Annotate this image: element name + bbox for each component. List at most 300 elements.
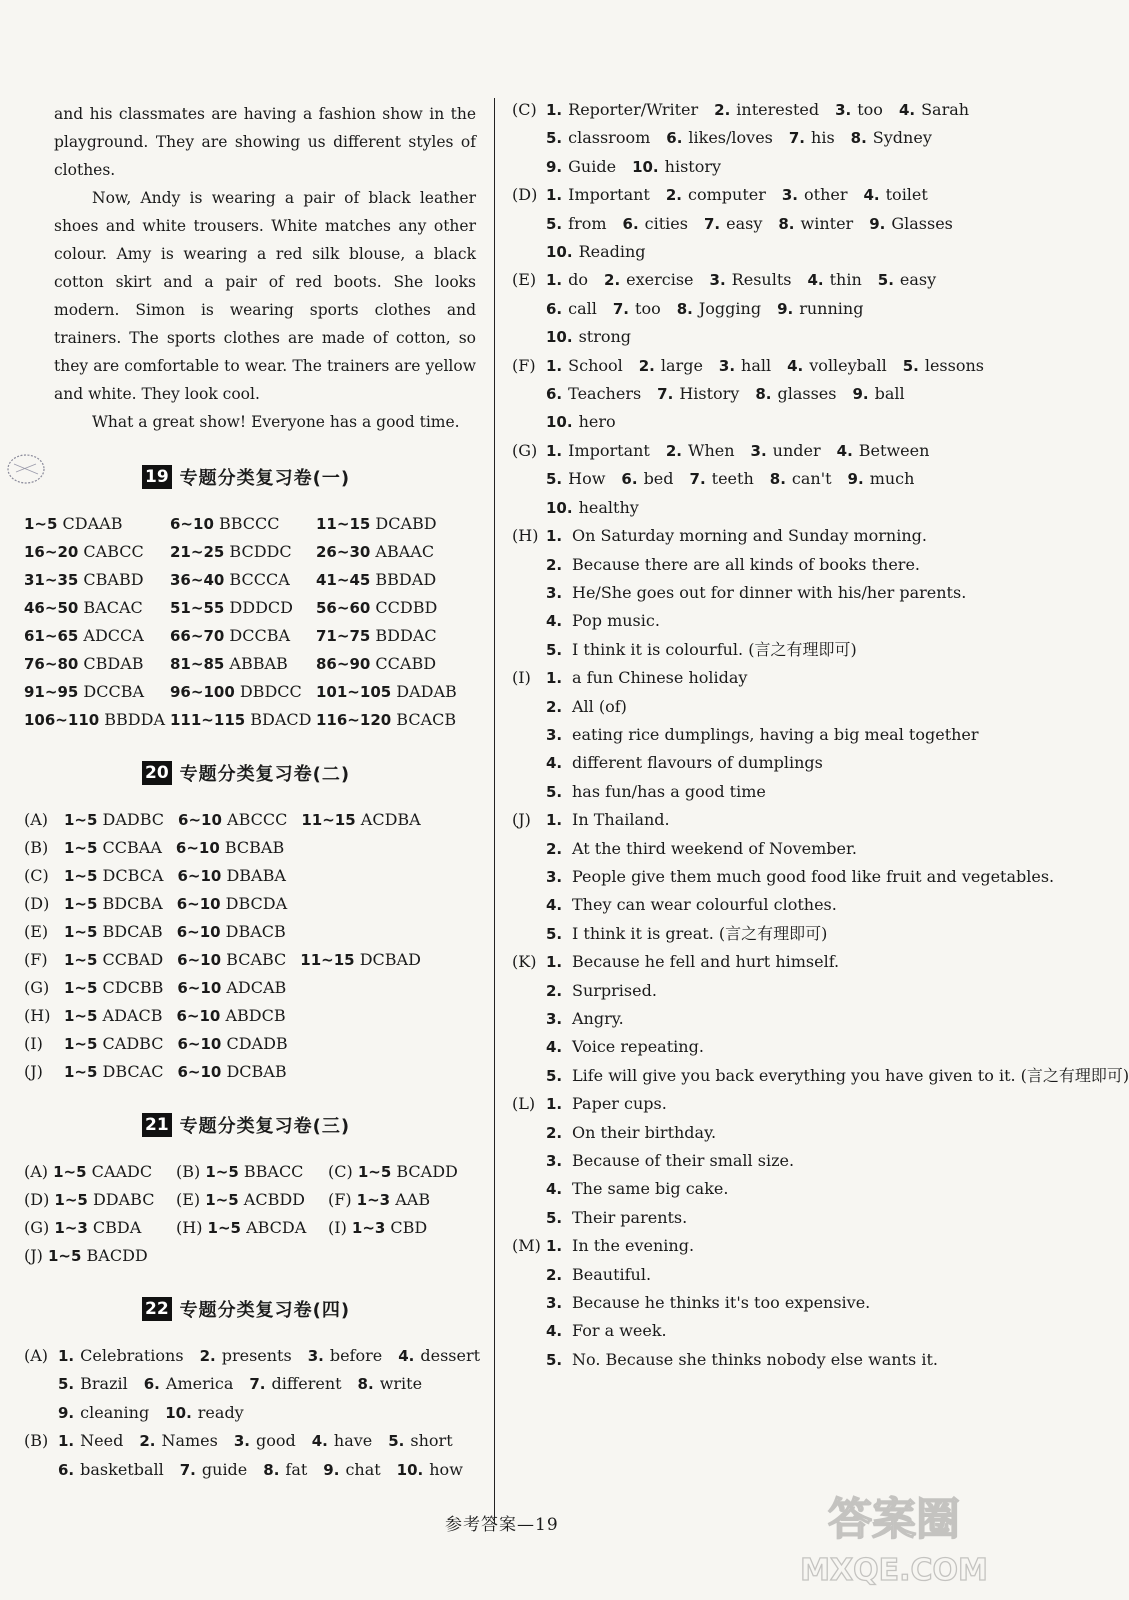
answer-number: 5. (546, 640, 563, 659)
answer-line (512, 948, 978, 976)
answer-range: 1~5 (64, 951, 98, 969)
answer-word: Glasses (891, 213, 953, 233)
answer-number: 7. (612, 299, 630, 318)
answer-line (512, 1062, 1129, 1090)
answer-line-content (546, 266, 978, 294)
answer-sentence (546, 1289, 978, 1317)
answer-word: Between (858, 440, 930, 460)
answer-item (751, 437, 821, 465)
answer-line (512, 238, 978, 266)
answer-item (58, 1342, 184, 1370)
answer-number: 2. (546, 839, 563, 858)
answer-letters: BDCAB (97, 922, 163, 941)
passage-paragraph: Now, Andy is wearing a pair of black leather shoes and white trousers. White matches any other colour. Amy is wearing a red silk blouse, a black cotton skirt and a pair of red boots. She looks modern. Simon is wearing sports clothes and trainers. The sports clothes are made of cotton, so they are comfortable to wear. The trainers are yellow and white. They look cool. (54, 189, 476, 403)
answer-range: 111~115 (170, 711, 246, 729)
answer-sentence (546, 1261, 978, 1289)
answer-number: 7. (788, 129, 806, 148)
answer-letters: BBDDA (99, 710, 166, 729)
answer-item (677, 295, 761, 323)
answer-letters: DDDCD (224, 598, 293, 617)
answer-item (546, 210, 607, 238)
answer-letters: ABDCB (220, 1006, 286, 1025)
answer-item (397, 1456, 463, 1484)
answer-line (512, 863, 1055, 891)
answer-word: dessert (420, 1346, 481, 1365)
answer-segment (301, 806, 420, 834)
answer-item (58, 1456, 164, 1484)
answer-range: 1~5 (64, 839, 98, 857)
answer-word: Celebrations (80, 1346, 184, 1365)
answer-word: different (271, 1374, 342, 1394)
answer-grid-19 (24, 510, 476, 734)
answer-number: 8. (357, 1375, 374, 1394)
answer-group-label (512, 1033, 546, 1061)
answer-line (512, 153, 978, 181)
answer-cell (170, 706, 316, 734)
answer-number: 7. (703, 214, 721, 233)
answer-letters: DADBC (97, 810, 165, 829)
answer-item (714, 96, 819, 124)
answer-text: I think it is colourful. (言之有理即可) (572, 639, 857, 659)
answer-item (308, 1342, 383, 1370)
answer-group-label (512, 721, 546, 749)
answer-letters: ADCAB (221, 978, 287, 997)
answer-line (512, 210, 978, 238)
answer-item (546, 465, 605, 493)
answer-group (512, 522, 978, 664)
answer-letters: CBDA (87, 1218, 142, 1237)
answer-group-label: (M) (512, 1236, 541, 1256)
answer-number: 4. (836, 441, 853, 460)
answer-line (512, 806, 978, 834)
answer-line-content (512, 408, 978, 436)
answer-line (512, 636, 978, 664)
answer-group (512, 1090, 978, 1232)
answer-letters: BCACB (391, 710, 457, 729)
answer-number: 9. (777, 299, 794, 318)
answer-text: different flavours of dumplings (572, 753, 823, 773)
answer-line (24, 1399, 476, 1427)
answer-word: have (333, 1431, 373, 1451)
answer-group-label (512, 1346, 546, 1374)
answer-text: Beautiful. (572, 1264, 652, 1284)
answer-number: 4. (546, 1322, 563, 1341)
answer-item (263, 1456, 307, 1484)
answer-range: 116~120 (316, 711, 392, 729)
answer-sentence (546, 1147, 978, 1175)
answer-text: In the evening. (572, 1236, 695, 1256)
answer-item (852, 380, 904, 408)
answer-letters: DCBCA (97, 866, 164, 885)
answer-item (787, 352, 887, 380)
answer-word: cities (644, 213, 688, 233)
answer-word: before (329, 1346, 383, 1365)
answer-sentence (546, 1033, 978, 1061)
answer-range: 1~3 (356, 1191, 391, 1209)
answer-number: 5. (902, 356, 919, 375)
answer-number: 2. (546, 981, 563, 1000)
answer-group-label: (G) (512, 440, 538, 460)
answer-item (777, 295, 863, 323)
answer-letters: CABCC (78, 542, 144, 561)
answer-line (512, 551, 978, 579)
answer-word: hero (578, 412, 616, 432)
answer-line (512, 664, 978, 692)
answer-line (512, 124, 978, 152)
answer-cell (24, 538, 170, 566)
answer-text: No. Because she thinks nobody else wants it. (572, 1349, 938, 1369)
answer-number: 1. (546, 186, 563, 205)
answer-number: 1. (546, 101, 563, 119)
answer-group-label (512, 1119, 546, 1147)
answer-sentence (546, 693, 978, 721)
answer-cell (316, 678, 476, 706)
answer-word: guide (201, 1459, 248, 1479)
answer-sentence (546, 1232, 978, 1260)
answer-line-content (546, 96, 985, 124)
answer-text: Because he thinks it's too expensive. (572, 1293, 871, 1313)
answer-group-label: (D) (24, 894, 50, 913)
answer-line (512, 1232, 978, 1260)
answer-number: 5. (546, 470, 563, 489)
section-heading: 专题分类复习卷(一) (179, 468, 351, 489)
answer-item (249, 1370, 341, 1398)
answer-row (24, 1030, 476, 1058)
answer-range: 1~5 (64, 1063, 98, 1081)
answer-cell (316, 538, 476, 566)
answer-number: 8. (778, 214, 795, 233)
answer-number: 4. (898, 101, 916, 119)
answer-number: 4. (546, 896, 563, 915)
answer-letters: CCABD (370, 654, 437, 673)
answer-sentence (546, 806, 978, 834)
answer-line (512, 1289, 978, 1317)
answer-number: 5. (877, 271, 894, 290)
answer-word: ready (197, 1402, 244, 1422)
answer-line (24, 1456, 476, 1484)
answer-sentence (546, 1090, 978, 1118)
answer-line (512, 1175, 978, 1203)
answer-item (807, 266, 861, 294)
answer-text: At the third weekend of November. (572, 838, 857, 858)
answer-word: toilet (885, 185, 928, 205)
answer-number: 3. (835, 101, 852, 119)
answer-letters: BBCCC (213, 514, 280, 533)
answer-group-label: (I) (328, 1218, 352, 1237)
answer-segment (177, 862, 285, 890)
answer-word: interested (736, 100, 820, 119)
section-number: 19 (142, 465, 172, 489)
answer-sentence (546, 1204, 978, 1232)
answer-group-label: (C) (24, 866, 49, 885)
answer-word: winter (800, 213, 854, 233)
answer-number: 6. (58, 1460, 75, 1479)
answer-sentence (546, 1317, 978, 1345)
answer-segment (328, 1158, 480, 1186)
answer-sentence (546, 1346, 978, 1374)
answer-range: 6~10 (176, 895, 221, 913)
answer-line-content (58, 1342, 496, 1370)
answer-item (604, 266, 694, 294)
answer-word: bed (643, 469, 674, 489)
answer-number: 6. (546, 299, 563, 318)
answer-rows-20 (24, 806, 476, 1086)
answer-sentence (546, 835, 978, 863)
answer-group-label (512, 636, 546, 664)
answer-number: 1. (546, 1237, 563, 1256)
answer-item (200, 1342, 292, 1370)
passage-paragraph: What a great show! Everyone has a good time. (92, 413, 460, 431)
watermark-top-text: 答案圈 (828, 1494, 960, 1545)
answer-range: 1~5 (24, 515, 58, 533)
answer-letters: ABBAB (224, 654, 288, 673)
answer-segment (24, 1214, 176, 1242)
answer-range: 1~5 (64, 1035, 98, 1053)
answer-range: 1~5 (64, 867, 98, 885)
answer-segment (64, 862, 163, 890)
answer-number: 1. (546, 356, 563, 375)
answer-segment (24, 1158, 176, 1186)
answer-word: short (410, 1431, 453, 1451)
answer-number: 1. (546, 527, 563, 546)
answer-segment (328, 1186, 480, 1214)
answer-group (512, 181, 978, 266)
answer-range: 1~5 (64, 1007, 98, 1025)
answer-item (388, 1427, 452, 1455)
answer-word: chat (345, 1459, 381, 1479)
answer-letters: ABCDA (240, 1218, 307, 1237)
answer-item (139, 1427, 218, 1455)
answer-item (657, 380, 739, 408)
answer-range: 1~5 (64, 895, 98, 913)
answer-line (512, 607, 978, 635)
answer-line-content (512, 238, 978, 266)
answer-line-content (24, 1370, 476, 1398)
answer-range: 1~5 (47, 1247, 82, 1265)
answer-word: too (635, 298, 661, 318)
answer-group-label: (B) (176, 1162, 206, 1181)
answer-item (632, 153, 721, 181)
answer-number: 3. (546, 1152, 563, 1171)
answer-line-content (512, 494, 978, 522)
answer-word: from (568, 213, 607, 233)
answer-range: 81~85 (170, 655, 225, 673)
answer-letters: BBACC (238, 1162, 304, 1181)
answer-text: They can wear colourful clothes. (572, 895, 837, 915)
answer-item (546, 323, 631, 351)
answer-letters: CADBC (97, 1034, 164, 1053)
answer-line-content (24, 1399, 476, 1427)
answer-number: 10. (546, 328, 573, 347)
answer-word: do (568, 270, 589, 290)
answer-sentence (546, 636, 978, 664)
answer-line (512, 891, 978, 919)
answer-letters: ACBDD (238, 1190, 305, 1209)
answer-item (144, 1370, 234, 1398)
answer-segment (176, 1002, 285, 1030)
answer-line (512, 1346, 978, 1374)
answer-rows-22 (24, 1342, 481, 1484)
answer-number: 9. (869, 214, 886, 233)
answer-word: School (568, 355, 623, 375)
answer-group-label: (A) (24, 1346, 49, 1365)
answer-item (180, 1456, 248, 1484)
answer-segment (177, 1030, 287, 1058)
answer-row (24, 1242, 476, 1270)
answer-line (512, 295, 978, 323)
section-number: 22 (142, 1297, 172, 1321)
answer-word: other (804, 185, 848, 205)
answer-range: 26~30 (316, 543, 371, 561)
answer-letters: CCBAA (97, 838, 162, 857)
answer-item (546, 494, 639, 522)
answer-number: 5. (58, 1375, 75, 1394)
answer-sentence (546, 778, 978, 806)
answer-group-label: (H) (24, 1006, 51, 1025)
answer-sentence (546, 1119, 978, 1147)
answer-word: Important (568, 185, 650, 205)
answer-range: 21~25 (170, 543, 225, 561)
answer-word: exercise (626, 270, 694, 290)
answer-letters: CDCBB (97, 978, 164, 997)
answer-word: computer (688, 185, 766, 205)
answer-cell (316, 650, 476, 678)
answer-group-label (512, 1204, 546, 1232)
answer-letters: CAADC (86, 1162, 153, 1181)
answer-letters: DBCDA (220, 894, 288, 913)
answer-letters: BDDAC (370, 626, 437, 645)
answer-cell (170, 594, 316, 622)
answer-range: 1~5 (64, 811, 98, 829)
answer-number: 8. (850, 129, 867, 148)
answer-number: 2. (199, 1347, 216, 1365)
answer-text: On their birthday. (572, 1122, 717, 1142)
answer-letters: DBDCC (234, 682, 302, 701)
answer-item (789, 124, 835, 152)
answer-item (613, 295, 661, 323)
answer-number: 4. (311, 1432, 328, 1451)
answer-sentence (546, 977, 978, 1005)
answer-letters: DCBAB (221, 1062, 287, 1081)
answer-group-label: (B) (24, 838, 49, 857)
answer-number: 3. (781, 186, 798, 205)
answer-number: 6. (622, 214, 639, 233)
answer-range: 6~10 (175, 839, 220, 857)
section-heading: 专题分类复习卷(四) (179, 1300, 351, 1321)
answer-sentence (546, 579, 978, 607)
answer-number: 3. (546, 583, 563, 602)
answer-number: 6. (666, 129, 683, 148)
answer-word: ball (874, 384, 905, 404)
answer-group-label (512, 1175, 546, 1203)
answer-number: 5. (546, 214, 563, 233)
section-title-21 (142, 1110, 476, 1140)
answer-group (24, 1427, 476, 1484)
answer-item (704, 210, 762, 238)
section-heading: 专题分类复习卷(二) (179, 764, 351, 785)
answer-number: 2. (546, 697, 563, 716)
answer-item (666, 437, 735, 465)
answer-group (512, 96, 978, 181)
answer-row (24, 1214, 476, 1242)
answer-word: strong (578, 327, 632, 347)
answer-word: large (660, 355, 703, 375)
answer-line (512, 835, 978, 863)
answer-cell (170, 678, 316, 706)
answer-line-content (512, 124, 978, 152)
answer-number: 10. (546, 243, 573, 262)
answer-letters: CCDBD (370, 598, 438, 617)
answer-text: In Thailand. (572, 810, 670, 830)
answer-group-label: (J) (24, 1062, 43, 1081)
answer-range: 36~40 (170, 571, 225, 589)
answer-number: 2. (546, 1123, 563, 1142)
answer-text: Life will give you back everything you have given to it. (言之有理即可) (572, 1065, 1129, 1085)
answer-cell (24, 510, 170, 538)
answer-range: 1~3 (54, 1219, 88, 1237)
answer-word: fat (285, 1459, 308, 1479)
answer-range: 61~65 (24, 627, 79, 645)
answer-number: 2. (139, 1432, 156, 1451)
answer-group-label (512, 1062, 546, 1090)
answer-number: 5. (546, 129, 563, 148)
answer-letters: DBABA (221, 866, 286, 885)
answer-letters: ACDBA (355, 810, 421, 829)
section-heading: 专题分类复习卷(三) (179, 1116, 351, 1137)
answer-word: presents (221, 1346, 292, 1365)
answer-item (621, 465, 673, 493)
answer-word: basketball (80, 1459, 164, 1479)
answer-number: 4. (863, 186, 880, 205)
answer-number: 4. (546, 1180, 563, 1199)
answer-number: 1. (58, 1432, 75, 1451)
answer-number: 9. (847, 470, 864, 489)
answer-segment (177, 918, 286, 946)
answer-number: 3. (750, 441, 767, 460)
answer-sentence (546, 1062, 1129, 1090)
answer-letters: CCBAD (97, 950, 164, 969)
answer-item (358, 1370, 423, 1398)
answer-range: 31~35 (24, 571, 79, 589)
answer-cell (24, 650, 170, 678)
answer-number: 9. (58, 1403, 75, 1422)
answer-word: can't (791, 469, 832, 489)
answer-cell (316, 510, 476, 538)
answer-letters: DCCBA (78, 682, 145, 701)
answer-item (58, 1427, 123, 1455)
answer-line (512, 465, 978, 493)
answer-range: 41~45 (316, 571, 371, 589)
answer-group-label: (F) (24, 950, 48, 969)
answer-segment (24, 1242, 176, 1270)
column-divider (494, 98, 495, 1523)
answer-group-label: (E) (176, 1190, 206, 1209)
answer-line (512, 266, 978, 294)
answer-number: 4. (787, 356, 804, 375)
answer-segment (24, 1186, 176, 1214)
answer-line (512, 1033, 978, 1061)
answer-row (24, 862, 476, 890)
answer-cell (24, 594, 170, 622)
answer-number: 3. (546, 1294, 563, 1313)
answer-item (903, 352, 984, 380)
answer-word: America (165, 1374, 234, 1394)
answer-word: his (811, 128, 835, 148)
answer-group-label: (F) (512, 355, 536, 375)
answer-text: Angry. (572, 1009, 624, 1028)
answer-item (546, 96, 698, 124)
answer-group-label: (C) (512, 100, 537, 119)
